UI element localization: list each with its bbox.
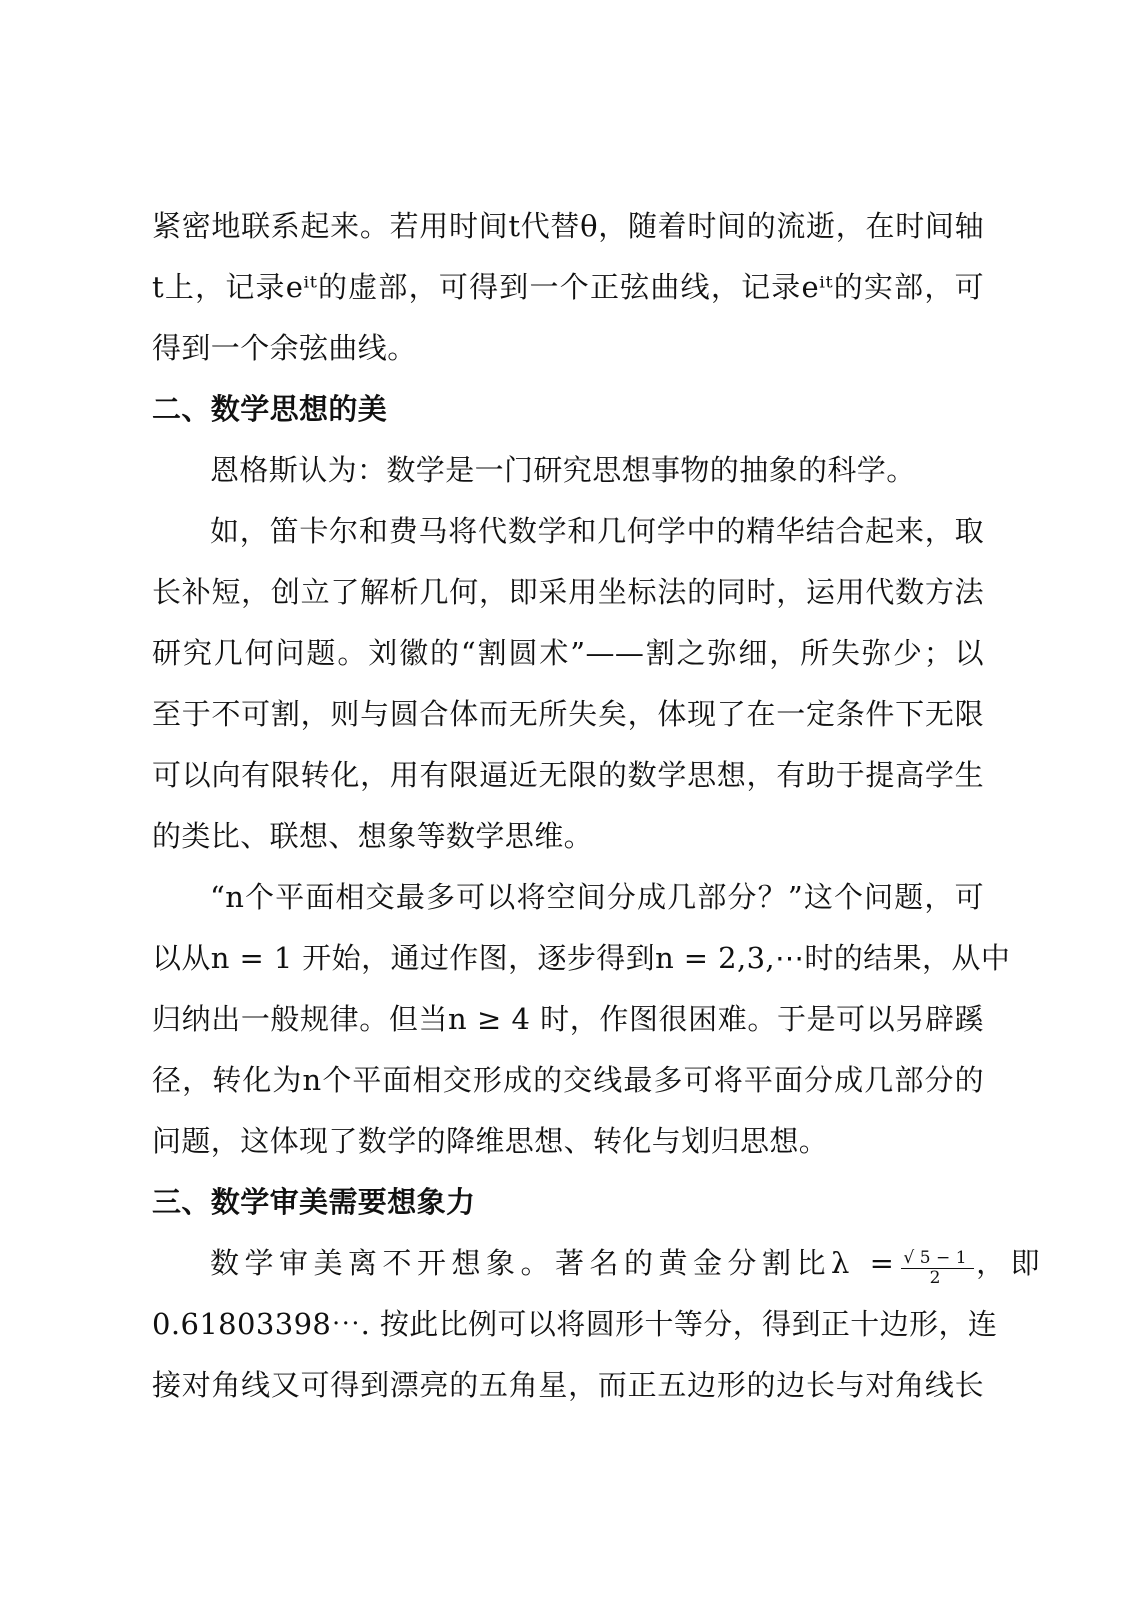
document-body: [152, 196, 1046, 1416]
text-line: 如，笛卡尔和费马将代数学和几何学中的精华结合起来，取: [210, 514, 984, 548]
fraction-numerator: √5−1: [903, 1248, 973, 1268]
text-line: 恩格斯认为：数学是一门研究思想事物的抽象的科学。: [210, 453, 916, 487]
text-line: 问题，这体现了数学的降维思想、转化与划归思想。: [152, 1124, 829, 1158]
text-line-with-fraction: [152, 1233, 1046, 1294]
text-line: 归纳出一般规律。但当n ≥ 4 时，作图很困难。于是可以另辟蹊: [152, 1002, 984, 1036]
text-line: 长补短，创立了解析几何，即采用坐标法的同时，运用代数方法: [152, 575, 984, 609]
text-line: 以从n = 1 开始，通过作图，逐步得到n = 2,3,⋯时的结果，从中: [152, 941, 1011, 975]
text-line: 0.61803398⋯. 按此比例可以将圆形十等分，得到正十边形，连: [152, 1307, 998, 1341]
text-line: 研究几何问题。刘徽的“割圆术”——割之弥细，所失弥少；以: [152, 636, 984, 670]
text-line: t上，记录eⁱᵗ的虚部，可得到一个正弦曲线，记录eⁱᵗ的实部，可: [152, 270, 984, 304]
text-line: 至于不可割，则与圆合体而无所失矣，体现了在一定条件下无限: [152, 697, 984, 731]
fraction-denominator: 2: [929, 1268, 946, 1288]
section-heading: 二、数学思想的美: [152, 392, 388, 426]
text-line: “n个平面相交最多可以将空间分成几部分？”这个问题，可: [210, 880, 984, 914]
text-line: 的类比、联想、想象等数学思维。: [152, 819, 594, 853]
text-line: 紧密地联系起来。若用时间t代替θ，随着时间的流逝，在时间轴: [152, 209, 984, 243]
text-line: 径，转化为n个平面相交形成的交线最多可将平面分成几部分的: [152, 1063, 984, 1097]
section-heading: 三、数学审美需要想象力: [152, 1185, 476, 1219]
text-line: 可以向有限转化，用有限逼近无限的数学思想，有助于提高学生: [152, 758, 984, 792]
golden-ratio-fraction: [901, 1249, 974, 1288]
text-line: 得到一个余弦曲线。: [152, 331, 417, 365]
golden-ratio-suffix: ，即: [976, 1246, 1046, 1280]
text-line: 接对角线又可得到漂亮的五角星，而正五边形的边长与对角线长: [152, 1368, 984, 1402]
golden-ratio-text: 数学审美离不开想象。著名的黄金分割比λ =: [210, 1246, 900, 1280]
